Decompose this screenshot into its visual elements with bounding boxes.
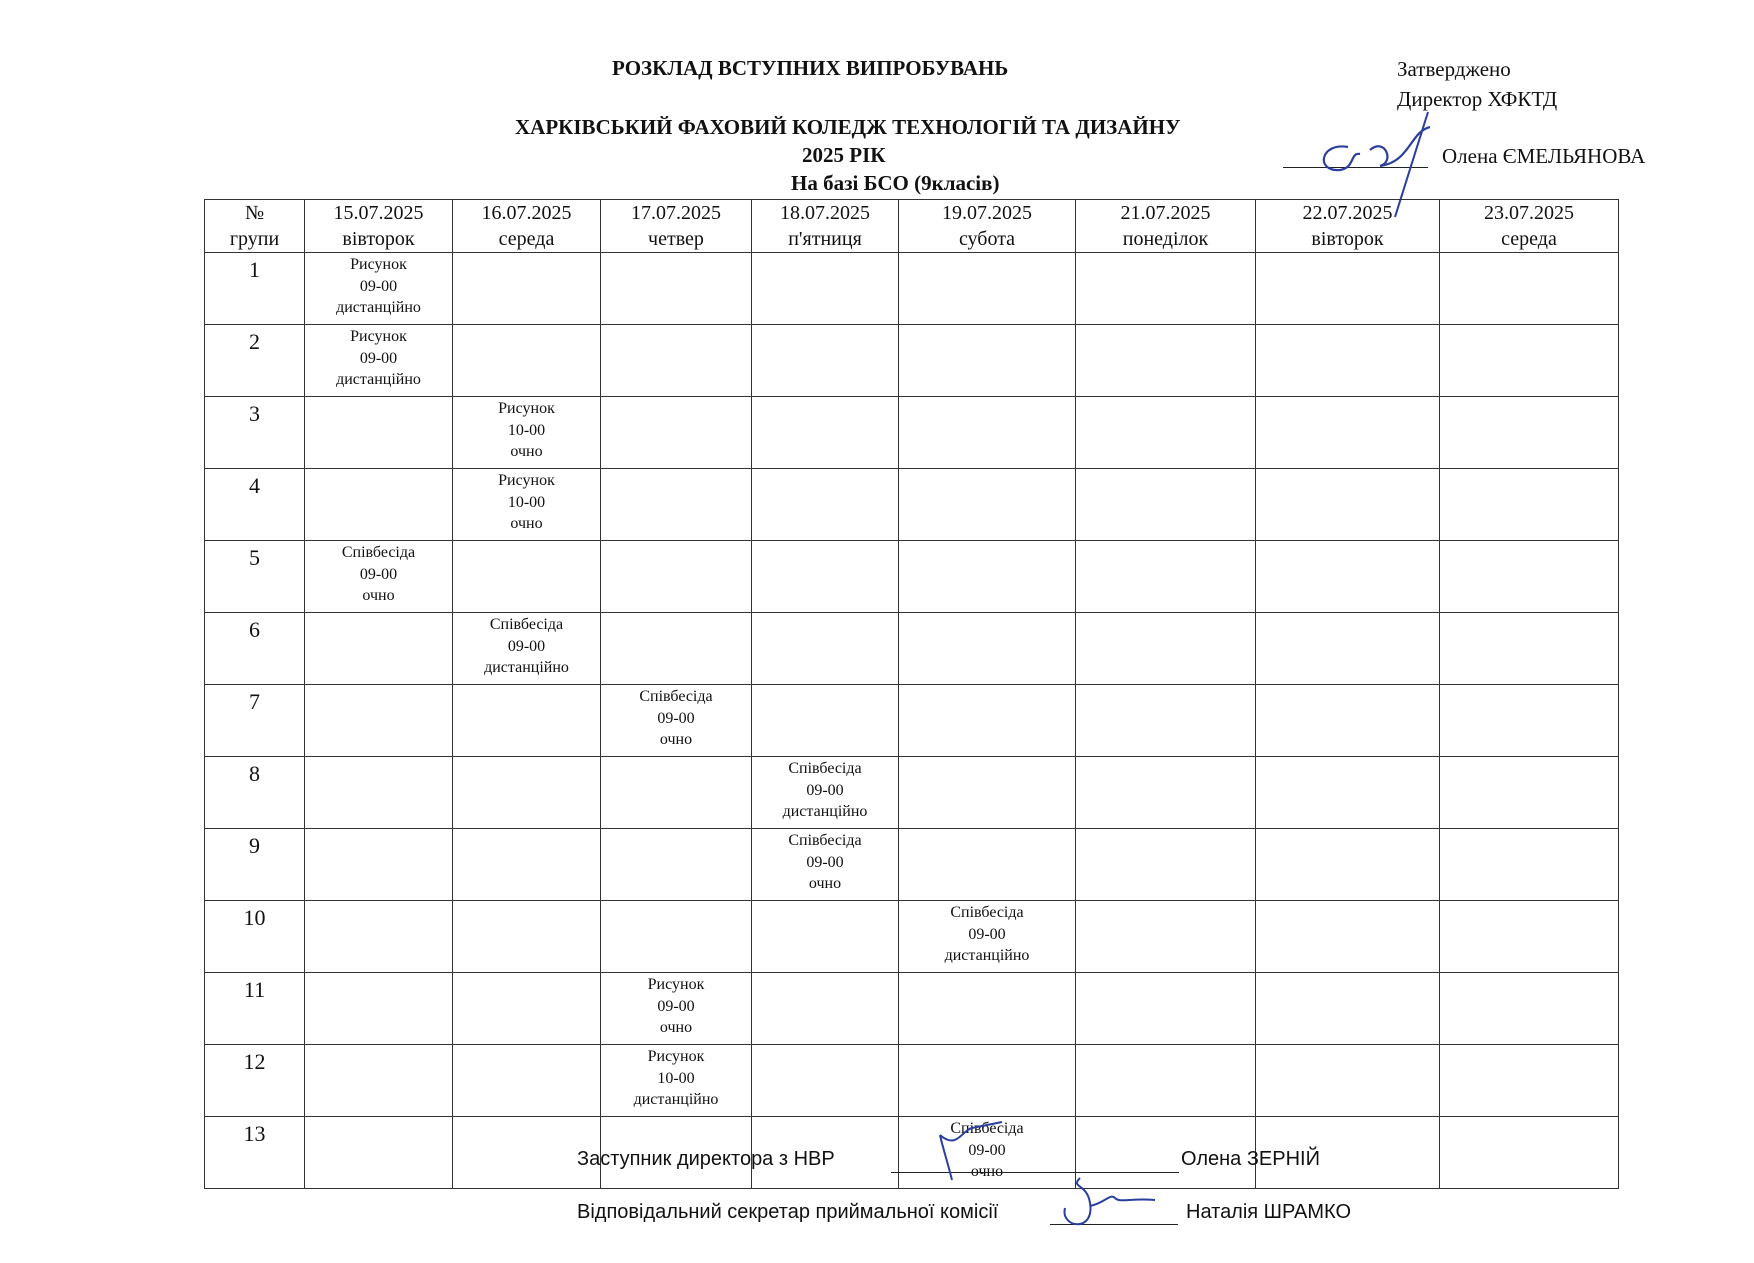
table-row bbox=[205, 397, 1619, 469]
schedule-cell bbox=[1256, 1045, 1440, 1117]
schedule-cell bbox=[305, 757, 453, 829]
schedule-cell bbox=[1440, 397, 1619, 469]
exam-entry bbox=[453, 469, 600, 535]
date-label: 22.07.2025 bbox=[1302, 202, 1393, 224]
table-row bbox=[205, 1045, 1619, 1117]
schedule-cell bbox=[453, 613, 601, 685]
schedule-cell bbox=[453, 901, 601, 973]
deputy-name: Олена ЗЕРНІЙ bbox=[1181, 1148, 1320, 1170]
exam-time: 09-00 bbox=[968, 925, 1006, 943]
year-label: 2025 РІК bbox=[802, 143, 886, 167]
schedule-cell bbox=[1076, 325, 1256, 397]
table-row bbox=[205, 541, 1619, 613]
schedule-cell bbox=[1076, 253, 1256, 325]
date-label: 17.07.2025 bbox=[631, 202, 721, 224]
schedule-cell bbox=[453, 685, 601, 757]
schedule-cell bbox=[899, 541, 1076, 613]
exam-entry bbox=[453, 397, 600, 463]
exam-time: 09-00 bbox=[806, 781, 844, 799]
exam-format: дистанційно bbox=[633, 1091, 719, 1108]
exam-time: 09-00 bbox=[806, 853, 844, 871]
group-number-cell: 5 bbox=[205, 541, 305, 613]
exam-format: дистанційно bbox=[336, 371, 421, 388]
schedule-cell bbox=[1076, 613, 1256, 685]
date-header bbox=[305, 200, 453, 253]
date-header bbox=[899, 200, 1076, 253]
table-row bbox=[205, 325, 1619, 397]
schedule-cell bbox=[1440, 1045, 1619, 1117]
schedule-cell bbox=[601, 757, 752, 829]
group-number-cell: 4 bbox=[205, 469, 305, 541]
approved-label: Затверджено bbox=[1397, 57, 1511, 81]
schedule-cell bbox=[1440, 469, 1619, 541]
schedule-cell bbox=[899, 325, 1076, 397]
schedule-cell bbox=[305, 253, 453, 325]
group-number-cell: 9 bbox=[205, 829, 305, 901]
exam-subject: Співбесіда bbox=[950, 1120, 1024, 1137]
schedule-cell bbox=[305, 541, 453, 613]
date-header bbox=[752, 200, 899, 253]
exam-format: очно bbox=[659, 731, 693, 748]
exam-format: дистанційно bbox=[782, 803, 868, 820]
exam-entry bbox=[453, 613, 600, 679]
schedule-cell bbox=[1440, 1117, 1619, 1189]
schedule-cell bbox=[305, 613, 453, 685]
exam-entry bbox=[305, 325, 452, 391]
schedule-cell bbox=[305, 901, 453, 973]
exam-time: 09-00 bbox=[657, 997, 695, 1015]
college-name: ХАРКІВСЬКИЙ ФАХОВИЙ КОЛЕДЖ ТЕХНОЛОГІЙ ТА ДИЗАЙНУ bbox=[515, 115, 1181, 139]
schedule-cell bbox=[899, 829, 1076, 901]
director-position: Директор ХФКТД bbox=[1397, 87, 1558, 111]
schedule-cell bbox=[1256, 469, 1440, 541]
group-number-header bbox=[205, 200, 305, 253]
exam-time: 09-00 bbox=[359, 565, 398, 583]
exam-subject: Рисунок bbox=[350, 328, 407, 345]
schedule-cell bbox=[1256, 973, 1440, 1045]
exam-subject: Співбесіда bbox=[788, 832, 862, 849]
schedule-cell bbox=[899, 901, 1076, 973]
group-number-cell: 10 bbox=[205, 901, 305, 973]
schedule-cell bbox=[601, 253, 752, 325]
schedule-cell bbox=[1440, 253, 1619, 325]
schedule-cell bbox=[1440, 325, 1619, 397]
schedule-cell bbox=[305, 1045, 453, 1117]
table-row bbox=[205, 685, 1619, 757]
schedule-cell bbox=[601, 829, 752, 901]
document-title: РОЗКЛАД ВСТУПНИХ ВИПРОБУВАНЬ bbox=[612, 56, 1009, 80]
schedule-cell bbox=[899, 1045, 1076, 1117]
schedule-cell bbox=[601, 541, 752, 613]
exam-time: 10-00 bbox=[657, 1069, 695, 1087]
schedule-cell bbox=[453, 253, 601, 325]
exam-entry bbox=[601, 685, 751, 751]
exam-entry bbox=[752, 829, 898, 895]
schedule-cell bbox=[752, 757, 899, 829]
exam-time: 10-00 bbox=[507, 421, 546, 439]
exam-subject: Рисунок bbox=[498, 472, 555, 489]
weekday-label: четвер bbox=[648, 228, 704, 250]
secretary-position: Відповідальний секретар приймальної комісії bbox=[577, 1201, 999, 1223]
schedule-cell bbox=[1256, 325, 1440, 397]
schedule-cell bbox=[305, 829, 453, 901]
deputy-position: Заступник директора з НВР bbox=[577, 1148, 835, 1170]
exam-format: очно bbox=[659, 1019, 693, 1036]
exam-format: очно bbox=[510, 443, 543, 460]
group-number-cell: 8 bbox=[205, 757, 305, 829]
schedule-cell bbox=[1076, 685, 1256, 757]
schedule-cell bbox=[601, 901, 752, 973]
group-header-label: групи bbox=[229, 228, 280, 250]
schedule-cell bbox=[1076, 901, 1256, 973]
exam-subject: Рисунок bbox=[498, 400, 555, 417]
table-row bbox=[205, 613, 1619, 685]
group-number-cell: 2 bbox=[205, 325, 305, 397]
schedule-cell bbox=[453, 469, 601, 541]
weekday-label: середа bbox=[1501, 228, 1557, 250]
date-header bbox=[1256, 200, 1440, 253]
group-number-cell: 12 bbox=[205, 1045, 305, 1117]
schedule-cell bbox=[1076, 541, 1256, 613]
director-name: Олена ЄМЕЛЬЯНОВА bbox=[1442, 144, 1646, 168]
weekday-label: п'ятниця bbox=[788, 228, 862, 250]
exam-format: дистанційно bbox=[944, 947, 1030, 964]
schedule-cell bbox=[1440, 829, 1619, 901]
schedule-cell bbox=[752, 829, 899, 901]
schedule-cell bbox=[899, 685, 1076, 757]
schedule-cell bbox=[601, 397, 752, 469]
schedule-cell bbox=[1256, 613, 1440, 685]
deputy-signature bbox=[912, 1120, 1012, 1190]
date-label: 18.07.2025 bbox=[780, 202, 870, 224]
schedule-cell bbox=[453, 541, 601, 613]
table-row bbox=[205, 901, 1619, 973]
schedule-cell bbox=[1256, 253, 1440, 325]
schedule-cell bbox=[899, 973, 1076, 1045]
table-row bbox=[205, 253, 1619, 325]
exam-subject: Співбесіда bbox=[639, 688, 713, 705]
schedule-cell bbox=[1440, 757, 1619, 829]
date-label: 23.07.2025 bbox=[1484, 202, 1574, 224]
weekday-label: вівторок bbox=[342, 228, 415, 250]
schedule-cell bbox=[752, 685, 899, 757]
schedule-cell bbox=[305, 397, 453, 469]
schedule-cell bbox=[305, 325, 453, 397]
schedule-cell bbox=[752, 901, 899, 973]
schedule-cell bbox=[305, 685, 453, 757]
table-row bbox=[205, 973, 1619, 1045]
schedule-cell bbox=[1076, 973, 1256, 1045]
exam-entry bbox=[305, 253, 452, 319]
exam-format: очно bbox=[970, 1163, 1004, 1180]
date-header bbox=[1076, 200, 1256, 253]
schedule-cell bbox=[1256, 757, 1440, 829]
exam-format: дистанційно bbox=[484, 659, 569, 676]
schedule-cell bbox=[1440, 685, 1619, 757]
schedule-cell bbox=[752, 1045, 899, 1117]
schedule-cell bbox=[1256, 901, 1440, 973]
schedule-cell bbox=[1256, 397, 1440, 469]
schedule-cell bbox=[1256, 685, 1440, 757]
exam-entry bbox=[601, 1045, 751, 1111]
exam-subject: Співбесіда bbox=[788, 760, 862, 777]
schedule-cell bbox=[1440, 613, 1619, 685]
group-number-cell: 1 bbox=[205, 253, 305, 325]
schedule-cell bbox=[601, 325, 752, 397]
secretary-name: Наталія ШРАМКО bbox=[1186, 1201, 1351, 1223]
basis-label: На базі БСО (9класів) bbox=[791, 171, 1000, 195]
table-row bbox=[205, 829, 1619, 901]
exam-time: 10-00 bbox=[507, 493, 546, 511]
date-label: 19.07.2025 bbox=[942, 202, 1032, 224]
schedule-cell bbox=[305, 973, 453, 1045]
exam-time: 09-00 bbox=[507, 637, 546, 655]
schedule-cell bbox=[453, 1045, 601, 1117]
schedule-cell bbox=[601, 973, 752, 1045]
exam-subject: Рисунок bbox=[647, 1048, 705, 1065]
schedule-cell bbox=[453, 325, 601, 397]
weekday-label: понеділок bbox=[1122, 228, 1209, 250]
schedule-cell bbox=[1076, 757, 1256, 829]
table-row bbox=[205, 757, 1619, 829]
exam-entry bbox=[752, 757, 898, 823]
date-header bbox=[1440, 200, 1619, 253]
group-header-symbol: № bbox=[244, 202, 265, 224]
schedule-cell bbox=[752, 253, 899, 325]
schedule-cell bbox=[601, 469, 752, 541]
exam-format: очно bbox=[808, 875, 842, 892]
date-label: 15.07.2025 bbox=[333, 202, 424, 224]
date-label: 16.07.2025 bbox=[481, 202, 572, 224]
exam-subject: Співбесіда bbox=[950, 904, 1024, 921]
exam-entry bbox=[601, 973, 751, 1039]
schedule-cell bbox=[305, 1117, 453, 1189]
exam-subject: Співбесіда bbox=[341, 544, 416, 561]
schedule-cell bbox=[752, 469, 899, 541]
group-number-cell: 3 bbox=[205, 397, 305, 469]
schedule-cell bbox=[1256, 541, 1440, 613]
date-header bbox=[453, 200, 601, 253]
exam-format: очно bbox=[510, 515, 543, 532]
exam-entry bbox=[899, 901, 1075, 967]
exam-format: дистанційно bbox=[336, 299, 421, 316]
schedule-cell bbox=[1076, 469, 1256, 541]
schedule-cell bbox=[899, 757, 1076, 829]
schedule-cell bbox=[1440, 541, 1619, 613]
date-label: 21.07.2025 bbox=[1120, 202, 1211, 224]
schedule-cell bbox=[601, 613, 752, 685]
schedule-cell bbox=[752, 973, 899, 1045]
schedule-cell bbox=[899, 397, 1076, 469]
schedule-cell bbox=[453, 397, 601, 469]
schedule-cell bbox=[899, 253, 1076, 325]
schedule-cell bbox=[1440, 901, 1619, 973]
schedule-cell bbox=[1256, 829, 1440, 901]
exam-subject: Співбесіда bbox=[489, 616, 564, 633]
group-number-cell: 7 bbox=[205, 685, 305, 757]
table-row bbox=[205, 469, 1619, 541]
weekday-label: субота bbox=[958, 228, 1016, 250]
schedule-table bbox=[204, 199, 1619, 1189]
exam-format: очно bbox=[362, 587, 395, 604]
group-number-cell: 6 bbox=[205, 613, 305, 685]
schedule-cell bbox=[1076, 1045, 1256, 1117]
schedule-body bbox=[205, 253, 1619, 1189]
exam-time: 09-00 bbox=[359, 277, 398, 295]
schedule-cell bbox=[1076, 829, 1256, 901]
schedule-cell bbox=[752, 613, 899, 685]
schedule-cell bbox=[752, 397, 899, 469]
schedule-cell bbox=[899, 613, 1076, 685]
exam-entry bbox=[305, 541, 452, 607]
schedule-cell bbox=[305, 469, 453, 541]
schedule-cell bbox=[1076, 397, 1256, 469]
date-header bbox=[601, 200, 752, 253]
schedule-cell bbox=[601, 685, 752, 757]
table-header-row bbox=[205, 200, 1619, 253]
exam-time: 09-00 bbox=[657, 709, 695, 727]
weekday-label: вівторок bbox=[1311, 228, 1384, 250]
schedule-cell bbox=[453, 973, 601, 1045]
exam-time: 09-00 bbox=[968, 1141, 1006, 1159]
exam-subject: Рисунок bbox=[350, 256, 407, 273]
schedule-cell bbox=[899, 469, 1076, 541]
schedule-cell bbox=[601, 1045, 752, 1117]
group-number-cell: 13 bbox=[205, 1117, 305, 1189]
schedule-cell bbox=[752, 325, 899, 397]
schedule-cell bbox=[1440, 973, 1619, 1045]
exam-time: 09-00 bbox=[359, 349, 398, 367]
secretary-signature bbox=[1055, 1168, 1165, 1238]
weekday-label: середа bbox=[498, 228, 555, 250]
exam-subject: Рисунок bbox=[647, 976, 705, 993]
schedule-cell bbox=[453, 757, 601, 829]
group-number-cell: 11 bbox=[205, 973, 305, 1045]
schedule-cell bbox=[752, 541, 899, 613]
schedule-cell bbox=[453, 829, 601, 901]
